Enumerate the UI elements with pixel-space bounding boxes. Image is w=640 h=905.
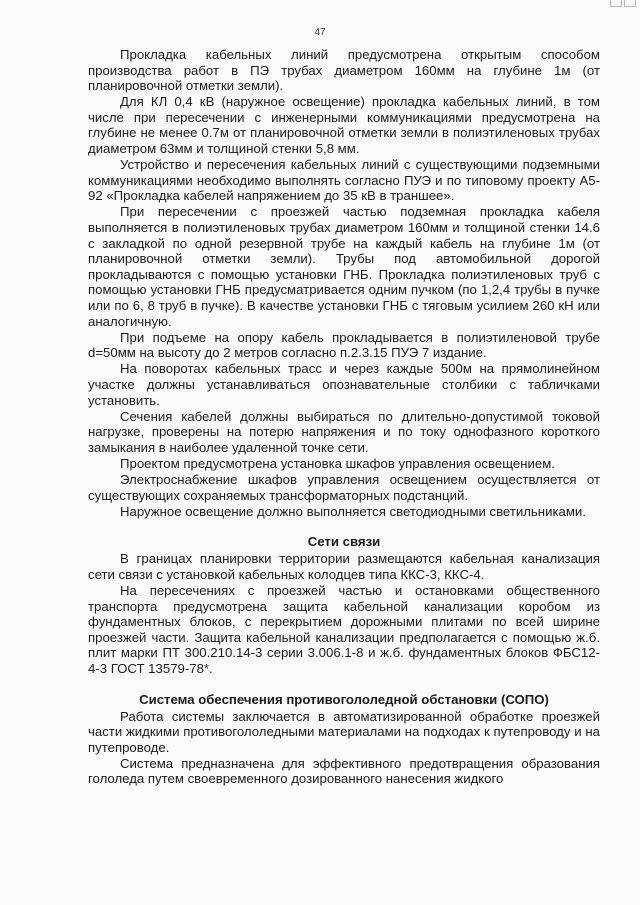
paragraph: При пересечении с проезжей частью подземная прокладка кабеля выполняется в полиэтиленовых трубах диаметром 160мм и толщиной стенки 14.6 с закладкой по одной резервной трубе на каждый кабель на глубине 1м (от планировочной отметки земли). Трубы под автомобильной дорогой прокладываются с помощью установки ГНБ. Прокладка полиэтиленовых труб с помощью установки ГНБ предусматривается одним пучком (по 1,2,4 трубы в пучке или по 6, 8 труб в пучке). В качестве установки ГНБ с тяговым усилием 260 кН или аналогичную.: [88, 204, 600, 329]
section-heading: Система обеспечения противогололедной обстановки (СОПО): [139, 691, 549, 707]
paragraph: Устройство и пересечения кабельных линий с существующими подземными коммуникациями необходимо выполнять согласно ПУЭ и по типовому проекту А5-92 «Прокладка кабелей напряжением до 35 кВ в траншее».: [88, 157, 600, 204]
paragraph: Сечения кабелей должны выбираться по длительно-допустимой токовой нагрузке, проверены на потерю напряжения и по току однофазного короткого замыкания в наиболее удаленной точке сети.: [88, 408, 600, 455]
paragraph: На пересечениях с проезжей частью и остановками общественного транспорта предусмотрена защита кабельной канализации коробом из фундаментных блоков, с перекрытием дорожными плитами по всей ширине проезжей части. Защита кабельной канализации предполагается с помощью ж.б. плит марки ПТ 300.210.14-3 серии 3.006.1-8 и ж.б. фундаментных блоков ФБС12-4-3 ГОСТ 13579-78*.: [88, 583, 600, 676]
paragraph: На поворотах кабельных трасс и через каждые 500м на прямолинейном участке должны устанавливаться опознавательные столбики с табличками установить.: [88, 361, 600, 408]
paragraph: При подъеме на опору кабель прокладывается в полиэтиленовой трубе d=50мм на высоту до 2 метров согласно п.2.3.15 ПУЭ 7 издание.: [88, 329, 600, 361]
paragraph: Электроснабжение шкафов управления освещением осуществляется от существующих сохраняемых трансформаторных подстанций.: [88, 472, 600, 503]
section-heading: Сети связи: [307, 534, 381, 550]
paragraph: Проектом предусмотрена установка шкафов управления освещением.: [120, 455, 555, 471]
paragraph: В границах планировки территории размещаются кабельная канализация сети связи с установкой кабельных колодцев типа ККС-3, ККС-4.: [88, 551, 600, 582]
paragraph: Для КЛ 0,4 кВ (наружное освещение) прокладка кабельных линий, в том числе при пересечении с инженерными коммуникациями предусмотрена на глубине не менее 0.7м от планировочной отметки земли в полиэтиленовых трубах диаметром 63мм и толщиной стенки 5,8 мм.: [88, 94, 600, 157]
paragraph: Прокладка кабельных линий предусмотрена открытым способом производства работ в ПЭ трубах диаметром 160мм на глубине 1м (от планировочной отметки земли).: [88, 47, 600, 94]
paragraph: Система предназначена для эффективного предотвращения образования гололеда путем своевременного дозированного нанесения жидкого: [88, 755, 600, 787]
page-content: [88, 47, 600, 787]
paragraph: Работа системы заключается в автоматизированной обработке проезжей части жидкими противогололедными материалами на подходах к путепроводу и на путепроводе.: [88, 708, 600, 755]
page-number: 47: [314, 27, 326, 38]
paragraph: Наружное освещение должно выполняется светодиодными светильниками.: [120, 503, 586, 519]
corner-mark: [610, 0, 636, 7]
